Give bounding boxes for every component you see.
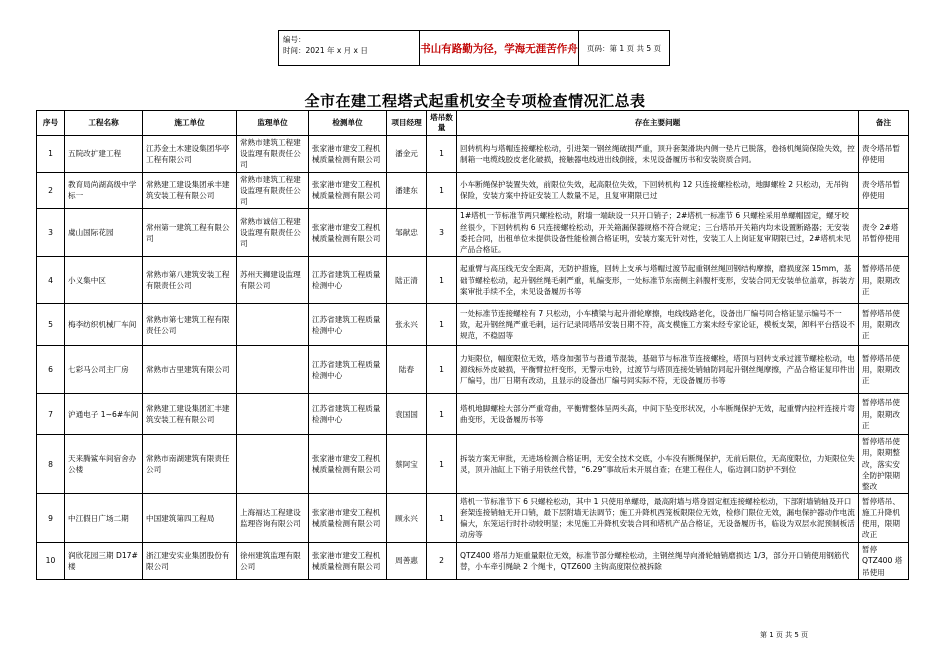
table-row [37, 543, 909, 580]
supervisor-unit-cell: 常熟市诚信工程建设监理有限责任公司 [237, 209, 309, 257]
main-issues-cell: 一处标准节连接螺栓有 7 只松动，小车横梁与起升滑轮摩擦，电线线路老化，设备出厂编号同合格证显示编号不一致，起升钢丝绳严重毛刺，运行记录同塔吊安装日期不符，高支模施工方案未经专家论证，模板支架，卸料平台搭设不规范，不稳固等 [457, 304, 859, 346]
supervisor-unit-cell [237, 304, 309, 346]
table-row [37, 304, 909, 346]
crane-count-cell: 1 [427, 494, 457, 543]
builder-unit-cell: 常熟建工建设集团汇丰建筑安装工程有限公司 [143, 394, 237, 435]
table-row [37, 435, 909, 494]
project-name-cell: 小义集中区 [65, 257, 143, 304]
crane-count-cell: 1 [427, 304, 457, 346]
project-name-cell: 天来腾鲨车间宿舍办公楼 [65, 435, 143, 494]
number-label: 编号： [283, 35, 306, 44]
supervisor-unit-cell [237, 435, 309, 494]
builder-unit-cell: 中国建筑第四工程局 [143, 494, 237, 543]
project-manager-cell: 陆正清 [387, 257, 427, 304]
remark-cell: 暂停 QTZ400 塔吊使用 [859, 543, 909, 580]
remark-cell: 暂停塔吊使用，限期整改，落实安全防护限期整改 [859, 435, 909, 494]
main-issues-cell: 1#塔机一节标准节两只螺栓松动，附墙一端缺设一只开口销子；2#塔机一标准节 6 只螺栓采用单螺帽固定，螺牙咬丝很少，下回转机构 6 只连接螺栓松动，开关箱漏保器规格不符合规定；三台塔吊开关箱内均未设置断路器；无安装委托合同，出租单位未提供设备性能检测合格证明，安装方案无针对性，安装工人上岗证复审期限已过，2#塔机未见产品合格证。 [457, 209, 859, 257]
row-number-cell: 6 [37, 346, 65, 394]
project-manager-cell: 潘金元 [387, 136, 427, 173]
col-header-cranes: 塔吊数量 [427, 111, 457, 136]
row-number-cell: 2 [37, 172, 65, 209]
main-issues-cell: 拆装方案无审批，无进场检测合格证明，无安全技术交底，小车没有断绳保护，无前后限位，无高度限位，力矩限位失灵，顶升油缸上下销子用铁丝代替，“6.29”事故后未开展自查；在建工程住人，临边洞口防护不到位 [457, 435, 859, 494]
table-header-row [37, 111, 909, 136]
main-issues-cell: QTZ400 塔吊力矩重量限位无效，标准节部分螺栓松动，主钢丝绳导向滑轮轴销磨损达 1/3，部分开口销使用钢筋代替，小车牵引绳缺 2 个绳卡，QTZ600 主钩高度限位被拆除 [457, 543, 859, 580]
builder-unit-cell: 浙江建安实业集团股份有限公司 [143, 543, 237, 580]
project-name-cell: 润欣花园三期 D17#楼 [65, 543, 143, 580]
row-number-cell: 5 [37, 304, 65, 346]
page-footer: 第 1 页 共 5 页 [760, 631, 809, 639]
supervisor-unit-cell [237, 394, 309, 435]
col-header-supervisor: 监理单位 [237, 111, 309, 136]
supervisor-unit-cell: 苏州天狮建设监理有限公司 [237, 257, 309, 304]
inspector-unit-cell: 张家港市建安工程机械质量检测有限公司 [309, 209, 387, 257]
supervisor-unit-cell: 徐州建筑监理有限公司 [237, 543, 309, 580]
project-name-cell: 梅李纺织机械厂车间 [65, 304, 143, 346]
supervisor-unit-cell [237, 346, 309, 394]
inspector-unit-cell: 张家港市建安工程机械质量检测有限公司 [309, 172, 387, 209]
summary-table [36, 110, 909, 580]
project-manager-cell: 蔡阿宝 [387, 435, 427, 494]
project-name-cell: 七彩马公司主厂房 [65, 346, 143, 394]
time-label: 时间：2021 年 x 月 x 日 [283, 46, 368, 55]
crane-count-cell: 1 [427, 435, 457, 494]
table-row [37, 209, 909, 257]
row-number-cell: 8 [37, 435, 65, 494]
col-header-builder: 施工单位 [143, 111, 237, 136]
table-row [37, 346, 909, 394]
inspector-unit-cell: 江苏省建筑工程质量检测中心 [309, 304, 387, 346]
project-manager-cell: 袁国国 [387, 394, 427, 435]
supervisor-unit-cell: 上海福达工程建设监理咨询有限公司 [237, 494, 309, 543]
remark-cell: 暂停塔吊使用，限期改正 [859, 346, 909, 394]
project-name-cell: 虞山国际花园 [65, 209, 143, 257]
row-number-cell: 1 [37, 136, 65, 173]
main-issues-cell: 塔机一节标准节下 6 只螺栓松动，其中 1 只使用单螺母，最高附墙与塔身固定框连接螺栓松动，下部附墙销轴及开口套架连接销轴无开口销，最下层附墙无法调节；施工升降机西笼板限限位无效，检修门限位无效，漏电保护器动作电流偏大，东笼运行时扑动较明显；未见施工升降机安装合同和塔机产品合格证，无设备履历书，临设为双层水泥预制板活动房等 [457, 494, 859, 543]
builder-unit-cell: 常熟市第八建筑安装工程有限责任公司 [143, 257, 237, 304]
builder-unit-cell: 常熟市第七建筑工程有限责任公司 [143, 304, 237, 346]
supervisor-unit-cell: 常熟市建筑工程建设监理有限责任公司 [237, 172, 309, 209]
document-header [278, 30, 670, 66]
col-header-inspector: 检测单位 [309, 111, 387, 136]
col-header-manager: 项目经理 [387, 111, 427, 136]
header-page-label: 页码：第 1 页 共 5 页 [587, 43, 661, 53]
inspector-unit-cell: 张家港市建安工程机械质量检测有限公司 [309, 494, 387, 543]
remark-cell: 暂停塔吊使用，限期改正 [859, 394, 909, 435]
row-number-cell: 10 [37, 543, 65, 580]
row-number-cell: 9 [37, 494, 65, 543]
builder-unit-cell: 常熟建工建设集团承丰建筑安装工程有限公司 [143, 172, 237, 209]
table-row [37, 172, 909, 209]
inspector-unit-cell: 张家港市建安工程机械质量检测有限公司 [309, 136, 387, 173]
main-issues-cell: 力矩限位，幅度限位无效，塔身加强节与普通节混装，基础节与标准节连接螺栓，塔顶与回转支承过渡节螺栓松动，电源线标外皮破损，平衡臂拉杆变形，无警示电铃，过渡节与塔顶连接处销轴防同起升钢丝绳摩擦，产品合格证复印件出厂编号，出厂日期有改动，且显示的设备出厂编号同实际不符，无设备履历书等 [457, 346, 859, 394]
builder-unit-cell: 江苏金土木建设集团华亭工程有限公司 [143, 136, 237, 173]
crane-count-cell: 1 [427, 394, 457, 435]
remark-cell: 责令 2#塔吊暂停使用 [859, 209, 909, 257]
main-issues-cell: 回转机构与塔帽连接螺栓松动，引进架一钢丝绳破损严重，顶升套架滑块内侧一垫片已脱落，卷扬机绳筒保险失效，控制箱一电缆线胶皮老化破损，接触器电线进出线倒接，未见设备履历书和安装资质合同。 [457, 136, 859, 173]
project-manager-cell: 顾永兴 [387, 494, 427, 543]
project-manager-cell: 周善惠 [387, 543, 427, 580]
crane-count-cell: 1 [427, 136, 457, 173]
remark-cell: 责令塔吊暂停使用 [859, 172, 909, 209]
table-row [37, 394, 909, 435]
project-name-cell: 中江假日广场二期 [65, 494, 143, 543]
project-name-cell: 教育局尚湖高级中学标一 [65, 172, 143, 209]
table-body [37, 136, 909, 580]
table-row [37, 136, 909, 173]
col-header-project: 工程名称 [65, 111, 143, 136]
inspector-unit-cell: 江苏省建筑工程质量检测中心 [309, 394, 387, 435]
project-manager-cell: 张永兴 [387, 304, 427, 346]
crane-count-cell: 1 [427, 346, 457, 394]
main-issues-cell: 塔机地脚螺栓大部分严重弯曲，平衡臂整体呈两头高，中间下坠变形状况，小车断绳保护无效，起重臂内拉杆连接片弯曲变形，无设备履历书等 [457, 394, 859, 435]
col-header-remark: 备注 [859, 111, 909, 136]
crane-count-cell: 1 [427, 172, 457, 209]
supervisor-unit-cell: 常熟市建筑工程建设监理有限责任公司 [237, 136, 309, 173]
remark-cell: 暂停塔吊使用，限期改正 [859, 257, 909, 304]
inspector-unit-cell: 张家港市建安工程机械质量检测有限公司 [309, 435, 387, 494]
remark-cell: 暂停塔吊使用，限期改正 [859, 304, 909, 346]
table-row [37, 257, 909, 304]
remark-cell: 责令塔吊暂停使用 [859, 136, 909, 173]
remark-cell: 暂停塔吊、施工升降机使用，限期改正 [859, 494, 909, 543]
crane-count-cell: 1 [427, 257, 457, 304]
col-header-no: 序号 [37, 111, 65, 136]
inspector-unit-cell: 江苏省建筑工程质量检测中心 [309, 257, 387, 304]
crane-count-cell: 2 [427, 543, 457, 580]
page-title: 全市在建工程塔式起重机安全专项检查情况汇总表 [304, 92, 646, 110]
inspector-unit-cell: 江苏省建筑工程质量检测中心 [309, 346, 387, 394]
project-manager-cell: 邹献忠 [387, 209, 427, 257]
project-name-cell: 五院改扩建工程 [65, 136, 143, 173]
col-header-issues: 存在主要问题 [457, 111, 859, 136]
builder-unit-cell: 常熟市南湖建筑有限责任公司 [143, 435, 237, 494]
project-manager-cell: 陆春 [387, 346, 427, 394]
main-issues-cell: 起重臂与高压线无安全距离，无防护措施，回转上支承与塔帽过渡节起重钢丝绳回钢结构摩擦，磨损度深 15mm，基础节螺栓松动，起升钢丝绳毛刺严重，轧编变形，一处标准节东南侧主斜腹杆变形，安装合同无安装单位盖章，拆装方案审批手续不全，未见设备履历书等 [457, 257, 859, 304]
main-issues-cell: 小车断绳保护装置失效，前限位失效，起高限位失效，下回转机构 12 只连接螺栓松动，地脚螺栓 2 只松动，无吊钩保险，安装方案中持证安装工人数量不足，且复审期限已过 [457, 172, 859, 209]
builder-unit-cell: 常熟市古里建筑有限公司 [143, 346, 237, 394]
row-number-cell: 4 [37, 257, 65, 304]
table-row [37, 494, 909, 543]
builder-unit-cell: 常州第一建筑工程有限公司 [143, 209, 237, 257]
row-number-cell: 7 [37, 394, 65, 435]
inspector-unit-cell: 张家港市建安工程机械质量检测有限公司 [309, 543, 387, 580]
crane-count-cell: 3 [427, 209, 457, 257]
project-manager-cell: 潘建东 [387, 172, 427, 209]
header-slogan: 书山有路勤为径，学海无涯苦作舟 [419, 31, 579, 65]
row-number-cell: 3 [37, 209, 65, 257]
header-meta [279, 31, 419, 65]
project-name-cell: 沪通电子 1~6#车间 [65, 394, 143, 435]
